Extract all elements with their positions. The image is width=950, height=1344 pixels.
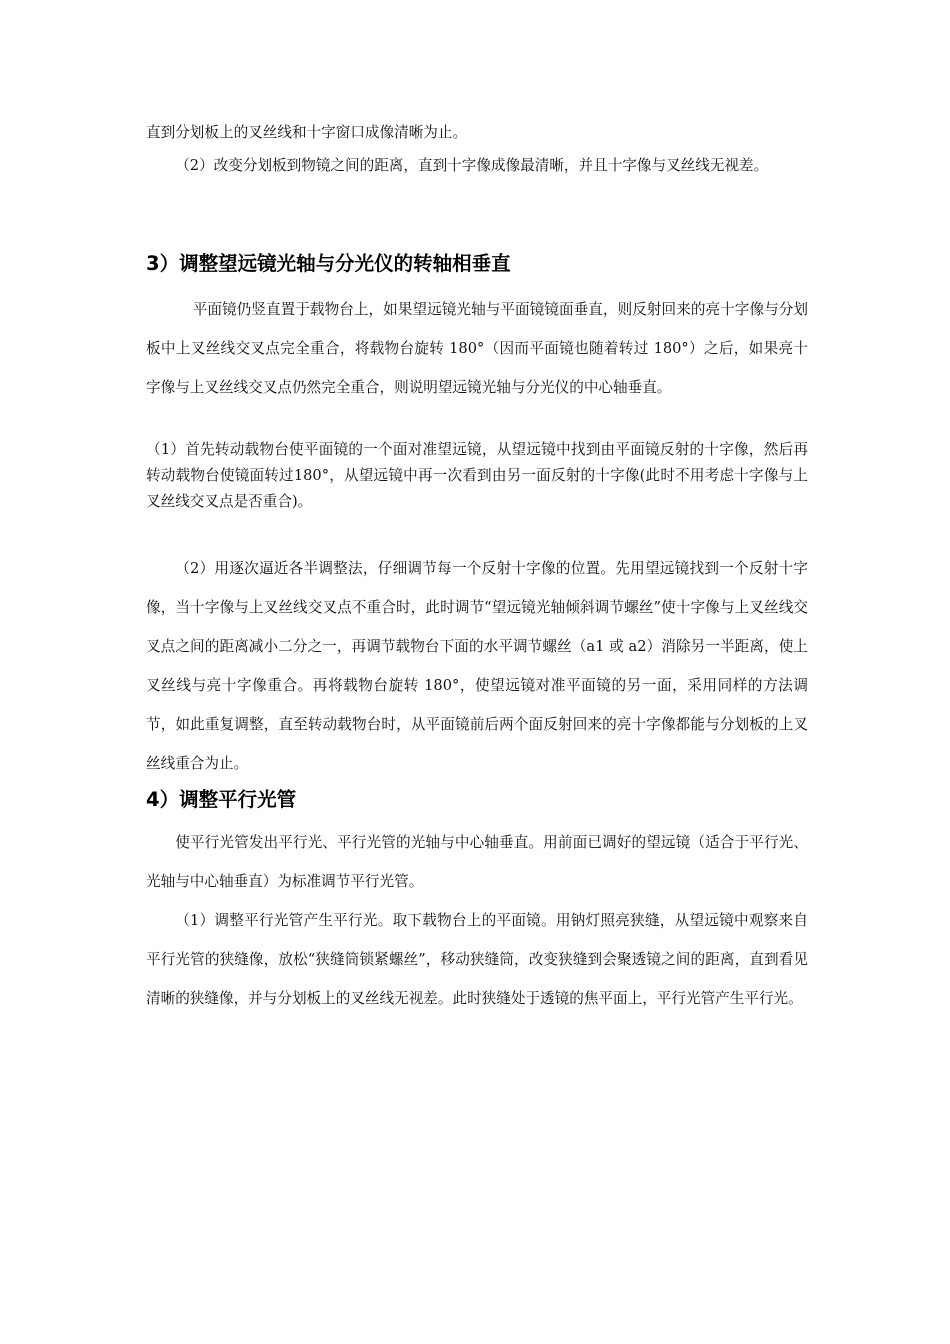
paragraph-collimator-step-1: （1）调整平行光管产生平行光。取下载物台上的平面镜。用钠灯照亮狭缝，从望远镜中观察来自平行光管的狭缝像，放松“狭缝筒锁紧螺丝”，移动狭缝筒，改变狭缝到会聚透镜之间的距离，直到看见清晰的狭缝像，并与分划板上的叉丝线无视差。此时狭缝处于透镜的焦平面上，平行光管产生平行光。: [146, 912, 808, 1007]
paragraph-slit-focus-end: 直到分划板上的叉丝线和十字窗口成像清晰为止。: [146, 124, 468, 141]
paragraph-step-2-half-adjust: （2）用逐次逼近各半调整法，仔细调节每一个反射十字像的位置。先用望远镜找到一个反射十字像，当十字像与上叉丝线交叉点不重合时，此时调节“望远镜光轴倾斜调节螺丝”使十字像与上叉丝线交叉点之间的距离减小二分之一，再调节载物台下面的水平调节螺丝（a1 或 a2）消除另一半距离，使上叉丝线与亮十字像重合。再将载物台旋转 180°，使望远镜对准平面镜的另一面，采用同样的方法调节，如此重复调整，直至转动载物台时，从平面镜前后两个面反射回来的亮十字像都能与分划板的上叉丝线重合为止。: [146, 560, 808, 772]
paragraph-step-2-reticle: （2）改变分划板到物镜之间的距离，直到十字像成像最清晰，并且十字像与叉丝线无视差。: [175, 157, 769, 174]
paragraph-mirror-principle: 平面镜仍竖直置于载物台上，如果望远镜光轴与平面镜镜面垂直，则反射回来的亮十字像与分划板中上叉丝线交叉点完全重合，将载物台旋转 180°（因而平面镜也随着转过 180°）之后，如果亮十字像与上叉丝线交叉点仍然完全重合，则说明望远镜光轴与分光仪的中心轴垂直。: [146, 301, 808, 396]
paragraph-step-1-rotate: （1）首先转动载物台使平面镜的一个面对准望远镜，从望远镜中找到由平面镜反射的十字像，然后再转动载物台使镜面转过180°，从望远镜中再一次看到由另一面反射的十字像(此时不用考虑十字像与上叉丝线交叉点是否重合)。: [146, 441, 808, 510]
section-heading-4: 4）调整平行光管: [146, 788, 297, 811]
section-heading-3: 3）调整望远镜光轴与分光仪的转轴相垂直: [146, 252, 511, 275]
paragraph-collimator-intro: 使平行光管发出平行光、平行光管的光轴与中心轴垂直。用前面已调好的望远镜（适合于平行光、光轴与中心轴垂直）为标准调节平行光管。: [146, 834, 808, 890]
